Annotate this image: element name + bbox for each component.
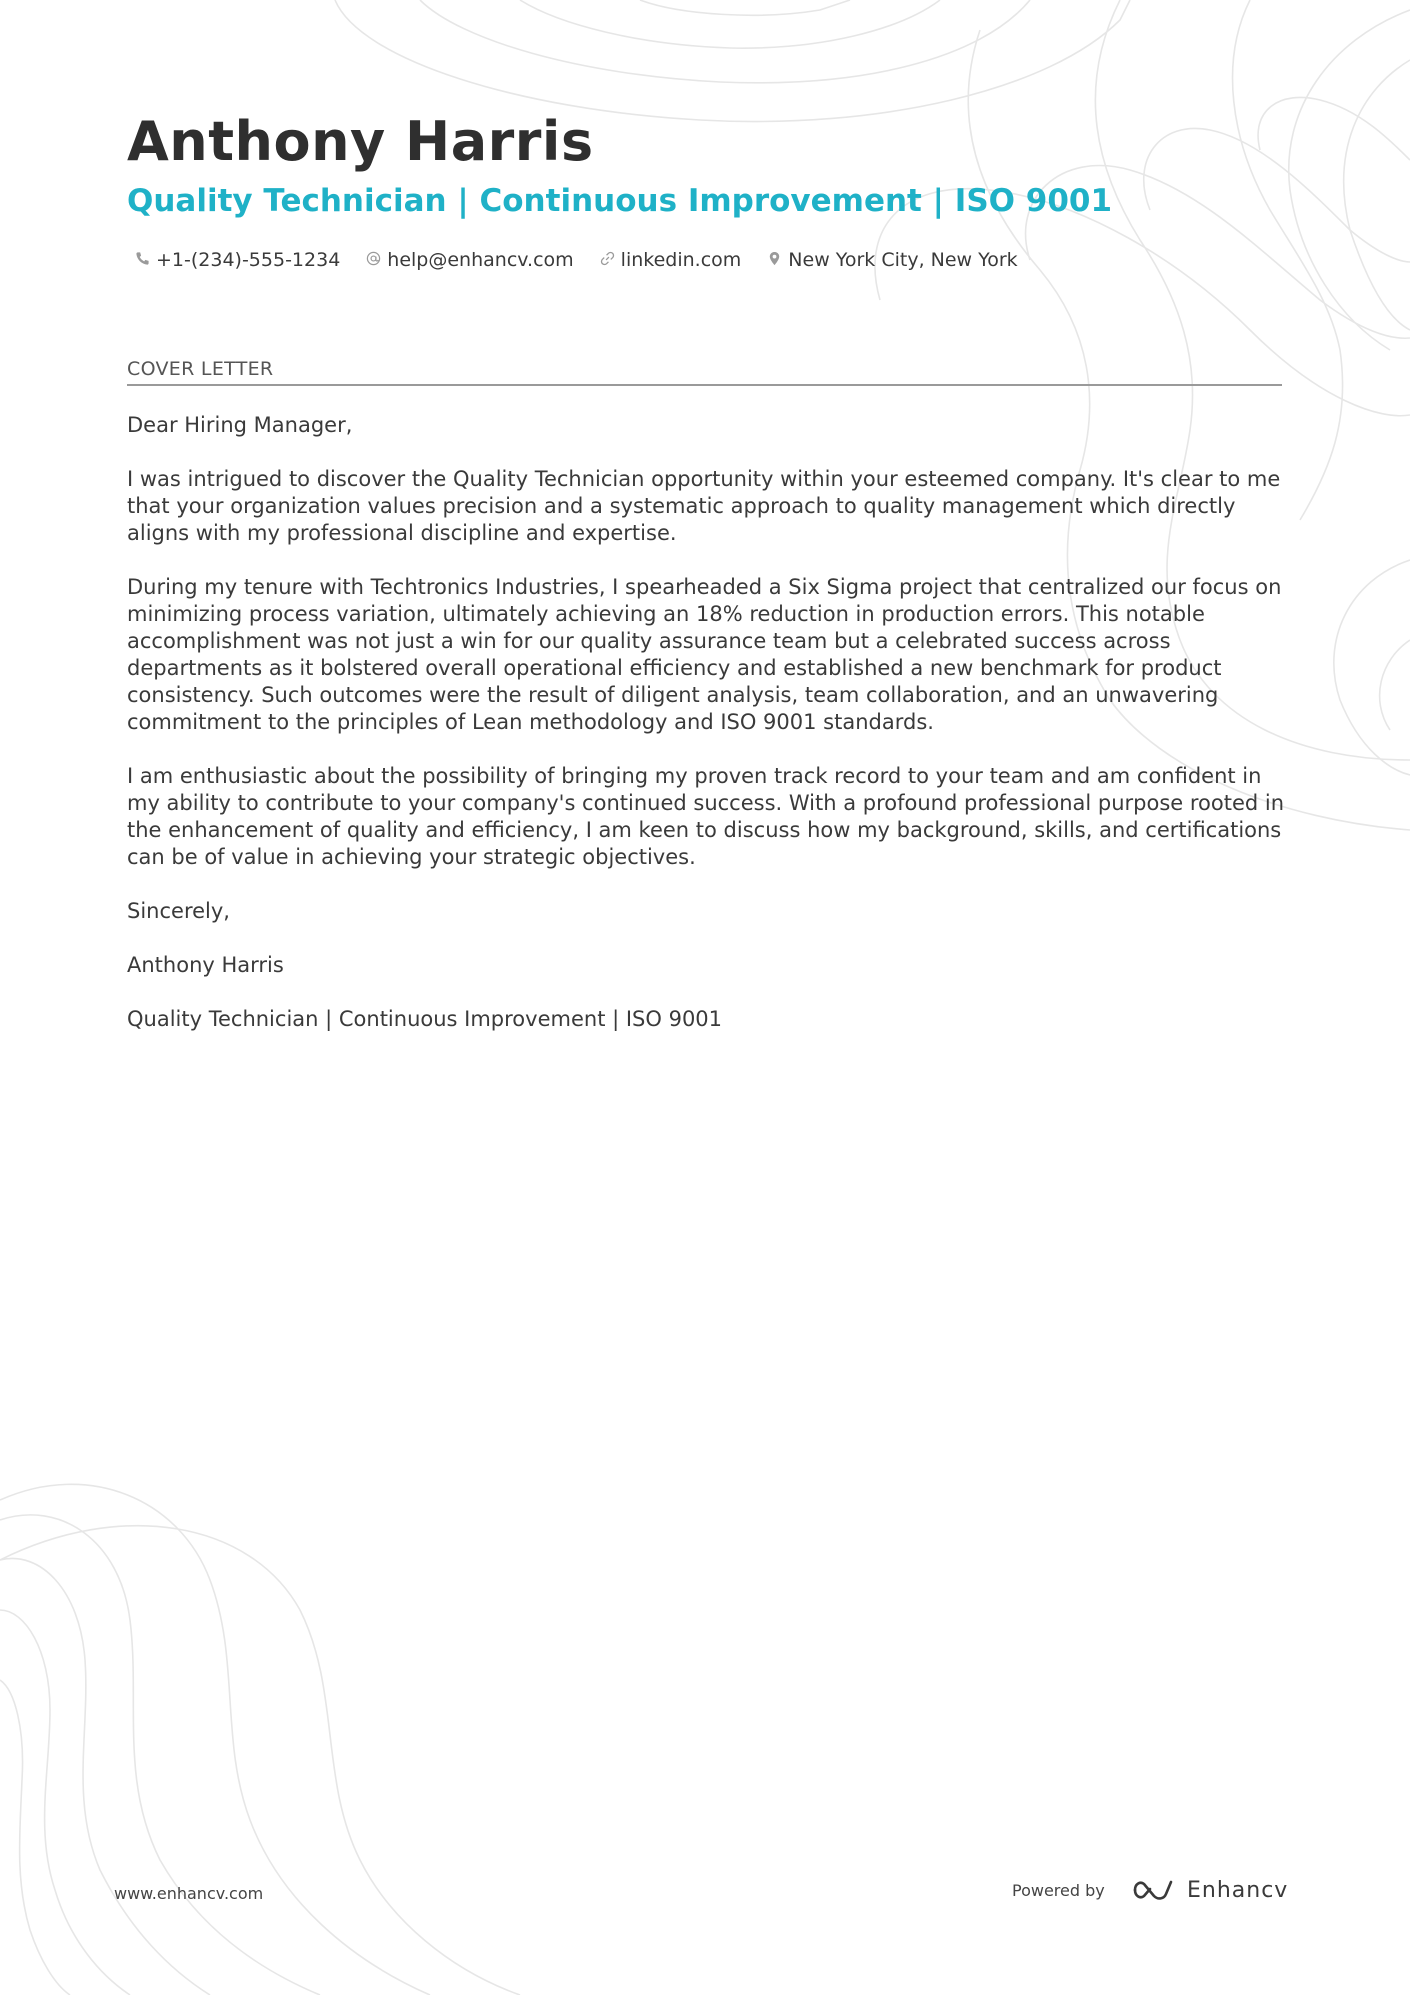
location-pin-icon bbox=[767, 249, 782, 271]
letter-paragraph: During my tenure with Techtronics Industries, I spearheaded a Six Sigma project that centralized our focus on minimizing process variation, ultimately achieving an 18% reduction in production errors. This notable accomplishment was not just a win for our quality assurance team but a celebrated success across departments as it bolstered overall operational efficiency and established a new benchmark for product consistency. Such outcomes were the result of diligent analysis, team collaboration, and an unwavering commitment to the principles of Lean methodology and ISO 9001 standards. bbox=[127, 575, 1282, 734]
section-title-cover-letter: COVER LETTER bbox=[127, 358, 1282, 386]
enhancv-logo-icon bbox=[1131, 1877, 1177, 1903]
powered-by-label: Powered by bbox=[1012, 1881, 1105, 1900]
footer-website-link[interactable]: www.enhancv.com bbox=[114, 1884, 264, 1903]
phone-text: +1-(234)-555-1234 bbox=[156, 249, 341, 271]
enhancv-wordmark: Enhancv bbox=[1187, 1877, 1289, 1903]
location-text: New York City, New York bbox=[788, 249, 1018, 271]
email-text: help@enhancv.com bbox=[387, 249, 574, 271]
candidate-headline: Quality Technician | Continuous Improvement | ISO 9001 bbox=[127, 183, 1113, 219]
contact-location bbox=[767, 249, 1017, 271]
link-icon bbox=[600, 249, 615, 271]
at-icon bbox=[366, 249, 381, 271]
contact-phone[interactable] bbox=[135, 249, 340, 271]
contact-email[interactable] bbox=[366, 249, 573, 271]
letter-paragraph: I was intrigued to discover the Quality Technician opportunity within your esteemed company. It's clear to me that your organization values precision and a systematic approach to quality management which directly aligns with my professional discipline and expertise. bbox=[127, 467, 1281, 545]
enhancv-brand[interactable] bbox=[1131, 1877, 1288, 1903]
contact-linkedin[interactable] bbox=[600, 249, 742, 271]
candidate-name: Anthony Harris bbox=[127, 110, 594, 173]
contact-bar bbox=[135, 246, 1018, 274]
letter-paragraph: I am enthusiastic about the possibility of bringing my proven track record to your team and am confident in my ability to contribute to your company's continued success. With a profound professional purpose rooted in the enhancement of quality and efficiency, I am keen to discuss how my background, skills, and certifications can be of value in achieving your strategic objectives. bbox=[127, 764, 1285, 869]
signature-title: Quality Technician | Continuous Improvement | ISO 9001 bbox=[127, 1007, 723, 1031]
letter-greeting: Dear Hiring Manager, bbox=[127, 413, 353, 437]
letter-body bbox=[127, 412, 1287, 1060]
signature-name: Anthony Harris bbox=[127, 953, 284, 977]
phone-icon bbox=[135, 249, 150, 271]
linkedin-text: linkedin.com bbox=[620, 249, 742, 271]
letter-closing: Sincerely, bbox=[127, 899, 230, 923]
